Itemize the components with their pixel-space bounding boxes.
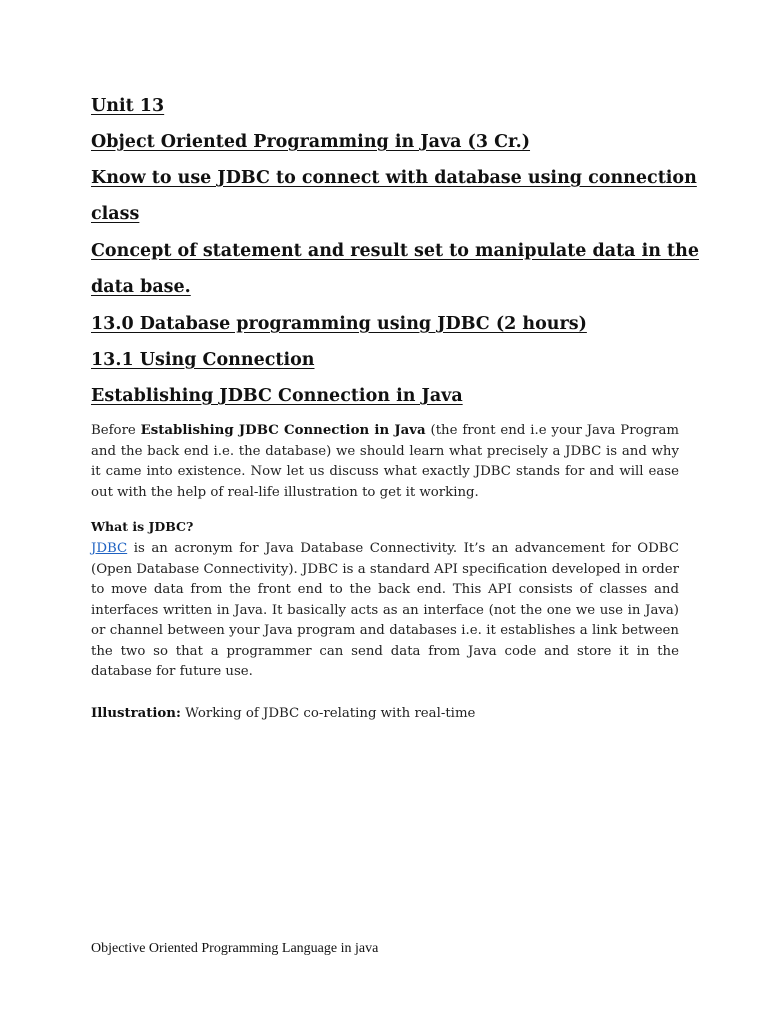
jdbc-definition-paragraph bbox=[91, 539, 679, 683]
jdbc-link[interactable]: JDBC bbox=[91, 541, 128, 556]
intro-before: Before bbox=[91, 423, 136, 438]
subsection-heading-establishing: Establishing JDBC Connection in Java bbox=[91, 386, 463, 406]
objective-heading-concept-line2: data base. bbox=[91, 277, 191, 297]
section-heading-13-0: 13.0 Database programming using JDBC (2 hours) bbox=[91, 314, 587, 334]
objective-heading-concept-line1: Concept of statement and result set to manipulate data in the bbox=[91, 241, 699, 261]
objective-heading-jdbc-line2: class bbox=[91, 204, 140, 224]
page-footer: Objective Oriented Programming Language in java bbox=[91, 941, 379, 956]
illustration-paragraph bbox=[91, 704, 679, 725]
what-is-jdbc-title: What is JDBC? bbox=[91, 519, 194, 534]
illustration-text: Working of JDBC co-relating with real-time bbox=[185, 706, 476, 721]
objective-heading-jdbc-line1: Know to use JDBC to connect with database using connection bbox=[91, 168, 697, 188]
intro-paragraph bbox=[91, 421, 679, 503]
intro-rest: (the front end i.e your Java Program and the back end i.e. the database) we should learn what precisely a JDBC is and why it came into existence. Now let us discuss what exactly JDBC stands for and will ease out with the help of real-life illustration to get it working. bbox=[91, 423, 680, 500]
course-heading: Object Oriented Programming in Java (3 Cr.) bbox=[91, 132, 531, 152]
document-page bbox=[91, 0, 699, 1024]
unit-heading: Unit 13 bbox=[91, 96, 165, 116]
jdbc-definition-text: is an acronym for Java Database Connectivity. It’s an advancement for ODBC (Open Database Connectivity). JDBC is a standard API specification developed in order to move data from the front end to the back end. This API consists of classes and interfaces written in Java. It basically acts as an interface (not the one we use in Java) or channel between your Java program and databases i.e. it establishes a link between the two so that a programmer can send data from Java code and store it in the database for future use. bbox=[91, 541, 679, 679]
section-heading-13-1: 13.1 Using Connection bbox=[91, 350, 315, 370]
intro-bold-phrase: Establishing JDBC Connection in Java bbox=[140, 423, 426, 438]
illustration-label: Illustration: bbox=[91, 706, 181, 721]
